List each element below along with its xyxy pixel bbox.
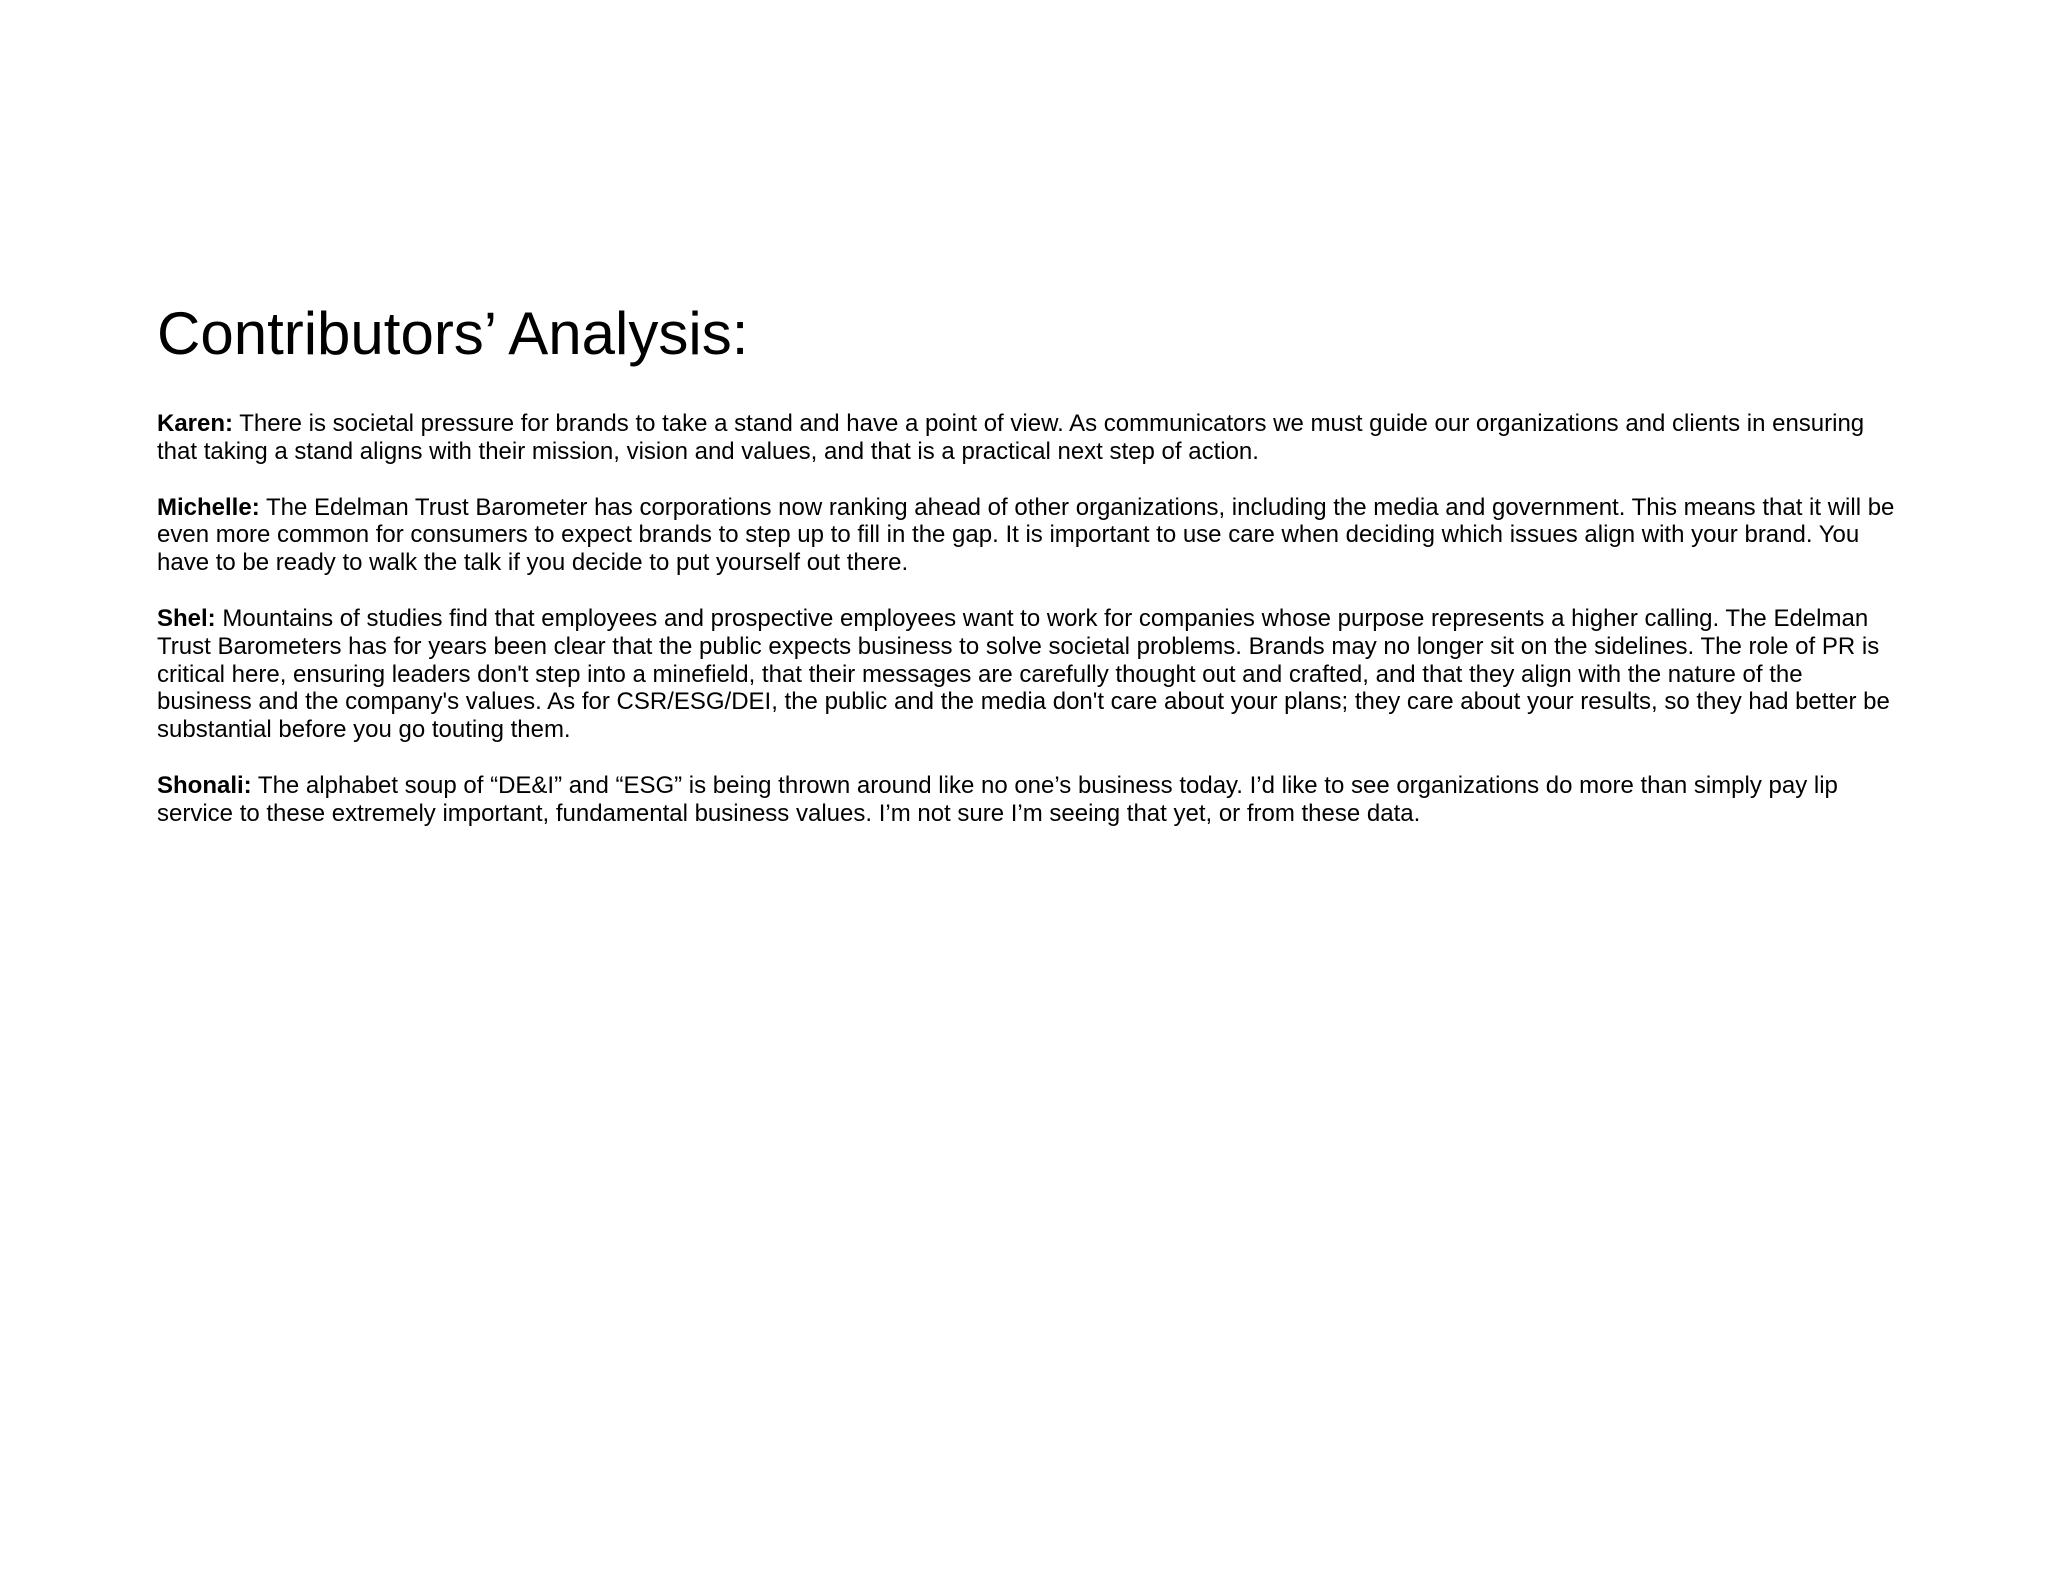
- page-content: [157, 298, 1897, 856]
- speaker-name: Shel:: [157, 604, 216, 632]
- comment-text: The alphabet soup of “DE&I” and “ESG” is being thrown around like no one’s business today. I’d like to see organizations do more than simply pay lip service to these extremely important, fundamental business values. I’m not sure I’m seeing that yet, or from these data.: [157, 771, 1838, 827]
- comment-shonali: [157, 772, 1897, 828]
- comment-karen: [157, 410, 1897, 466]
- comment-text: Mountains of studies find that employees and prospective employees want to work for companies whose purpose represents a higher calling. The Edelman Trust Barometers has for years been clear that the public expects business to solve societal problems. Brands may no longer sit on the sidelines. The role of PR is critical here, ensuring leaders don't step into a minefield, that their messages are carefully thought out and crafted, and that they align with the nature of the business and the company's values. As for CSR/ESG/DEI, the public and the media don't care about your plans; they care about your results, so they had better be substantial before you go touting them.: [157, 604, 1890, 744]
- comment-shel: [157, 605, 1897, 744]
- page-title: Contributors’ Analysis:: [157, 300, 749, 367]
- comment-text: The Edelman Trust Barometer has corporations now ranking ahead of other organizations, including the media and government. This means that it will be even more common for consumers to expect brands to step up to fill in the gap. It is important to use care when deciding which issues align with your brand. You have to be ready to walk the talk if you decide to put yourself out there.: [157, 493, 1895, 577]
- speaker-name: Karen:: [157, 410, 234, 437]
- comment-michelle: [157, 494, 1897, 577]
- speaker-name: Michelle:: [157, 493, 260, 521]
- speaker-name: Shonali:: [157, 771, 252, 799]
- comment-text: There is societal pressure for brands to take a stand and have a point of view. As communicators we must guide our organizations and clients in ensuring that taking a stand aligns with their mission, vision and values, and that is a practical next step of action.: [157, 410, 1865, 465]
